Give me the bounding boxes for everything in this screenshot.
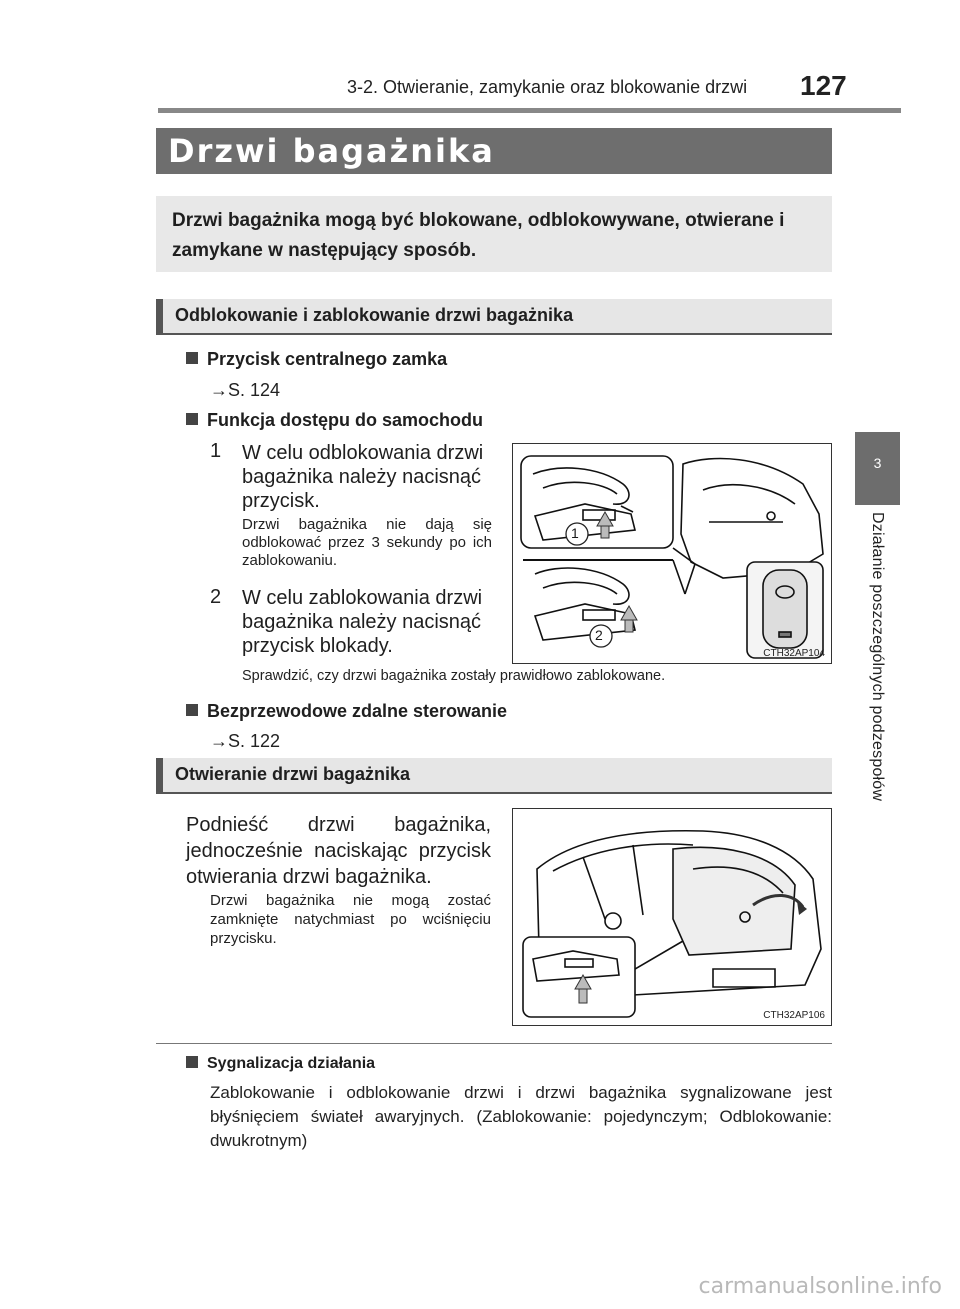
step2-text: W celu zablokowania drzwi bagażnika należy nacisnąć przycisk blokady. xyxy=(242,587,483,657)
figure-callout-1: 1 xyxy=(571,525,579,541)
step1-note: Drzwi bagażnika nie dają się odblokować przez 3 sekundy po ich zablokowaniu. xyxy=(242,516,492,569)
ref-page-122: →S. 122 xyxy=(210,731,281,751)
page-number: 127 xyxy=(800,70,847,101)
figure-code-106: CTH32AP106 xyxy=(763,1010,825,1021)
lock-check-note: Sprawdzić, czy drzwi bagażnika zostały prawidłowo zablokowane. xyxy=(242,668,666,684)
smart-access-illustration xyxy=(512,443,832,664)
section-divider xyxy=(156,1043,832,1044)
section-rule xyxy=(156,792,832,794)
signal-heading: Sygnalizacja działania xyxy=(186,1055,375,1073)
bullet-wireless-remote: Bezprzewodowe zdalne sterowanie xyxy=(186,701,507,722)
bullet-square-icon xyxy=(186,413,198,425)
open-instructions: Podnieść drzwi bagażnika, jednocześnie naciskając przycisk otwierania drzwi bagażnika. xyxy=(186,814,491,888)
ref-page-124: →S. 124 xyxy=(210,380,281,400)
chapter-number: 3 xyxy=(873,455,882,471)
section-rule xyxy=(156,333,832,335)
open-note: Drzwi bagażnika nie mogą zostać zamknięte natychmiast po wciśnięciu przycisku. xyxy=(210,892,491,947)
signal-text: Zablokowanie i odblokowanie drzwi i drzwi bagażnika sygnalizowane jest błyśnięciem świateł awaryjnych. (Zablokowanie: pojedynczym; Odblokowanie: dwukrotnym) xyxy=(210,1083,832,1150)
intro-text: Drzwi bagażnika mogą być blokowane, odblokowywane, otwierane i zamykane w następujący sposób. xyxy=(172,210,785,261)
watermark: carmanualsonline.info xyxy=(698,1274,942,1299)
bullet-square-icon xyxy=(186,704,198,716)
section-heading-lock: Odblokowanie i zablokowanie drzwi bagażnika xyxy=(175,305,574,325)
bullet-smart-access: Funkcja dostępu do samochodu xyxy=(186,410,483,431)
page-title: Drzwi bagażnika xyxy=(168,132,495,170)
figure-code-104: CTH32AP104 xyxy=(763,648,825,659)
header-section-title: 3-2. Otwieranie, zamykanie oraz blokowanie drzwi xyxy=(347,77,748,97)
step1-text: W celu odblokowania drzwi bagażnika należy nacisnąć przycisk. xyxy=(242,442,484,512)
chapter-title: Działanie poszczególnych podzespołów xyxy=(869,512,886,802)
tailgate-open-illustration xyxy=(512,808,832,1026)
step-number-2: 2 xyxy=(210,586,222,608)
bullet-square-icon xyxy=(186,352,198,364)
bullet-central-lock: Przycisk centralnego zamka xyxy=(186,349,447,370)
header-rule xyxy=(158,108,901,113)
car-rear-drawing xyxy=(513,809,832,1026)
bullet-square-icon xyxy=(186,1056,198,1068)
tailgate-button-drawing xyxy=(513,444,832,664)
step-number-1: 1 xyxy=(210,440,222,462)
figure-callout-2: 2 xyxy=(595,627,603,643)
section-heading-open: Otwieranie drzwi bagażnika xyxy=(175,764,411,784)
